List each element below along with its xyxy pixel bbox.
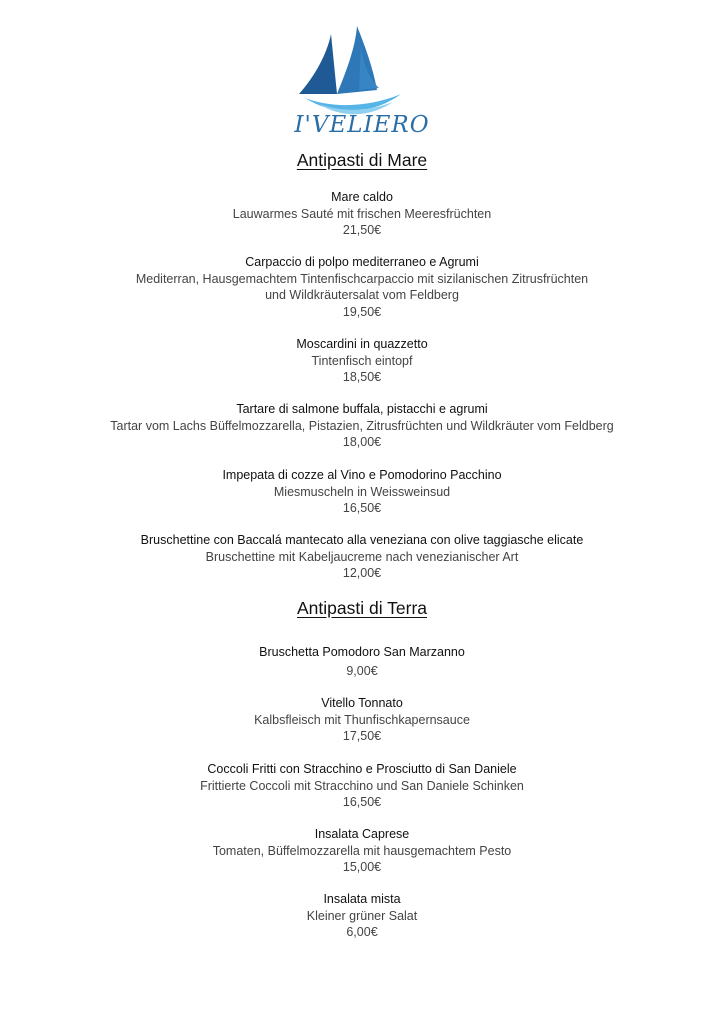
dish-price: 21,50€ [342,223,382,237]
dish-price: 16,50€ [342,501,382,515]
dish-price: 18,00€ [342,435,382,449]
sailboat-icon [297,24,427,116]
dish-description: Bruschettine mit Kabeljaucreme nach venezianischer Art [205,549,519,564]
menu-item [0,891,724,941]
dish-price: 6,00€ [346,925,378,939]
menu-item [0,336,724,386]
dish-price: 12,00€ [342,566,382,580]
menu-item [0,467,724,517]
dish-description: Lauwarmes Sauté mit frischen Meeresfrüchten [232,206,492,221]
dish-description: Tomaten, Büffelmozzarella mit hausgemachtem Pesto [212,843,512,858]
dish-description: Tartar vom Lachs Büffelmozzarella, Pistazien, Zitrusfrüchten und Wildkräuter vom Feldberg [110,418,614,433]
menu-item [0,401,724,451]
dish-price: 9,00€ [346,663,378,678]
dish-name: Impepata di cozze al Vino e Pomodorino Pacchino [222,468,502,482]
dish-name: Vitello Tonnato [321,696,403,710]
dish-name: Insalata Caprese [314,827,410,841]
dish-name: Moscardini in quazzetto [296,337,428,351]
dish-price: 16,50€ [342,795,382,809]
dish-description: Frittierte Coccoli mit Stracchino und San Daniele Schinken [200,778,524,793]
dish-price: 17,50€ [342,729,382,743]
section-title-terra: Antipasti di Terra [296,598,428,618]
dish-description: Tintenfisch eintopf [311,353,413,368]
dish-name: Bruschetta Pomodoro San Marzanno [259,645,465,659]
dish-price: 15,00€ [342,860,382,874]
dish-name: Tartare di salmone buffala, pistacchi e agrumi [236,402,488,416]
menu-item [0,254,724,320]
dish-name: Insalata mista [323,892,401,906]
dish-name: Mare caldo [331,190,393,204]
menu-item [0,532,724,582]
dish-name: Coccoli Fritti con Stracchino e Prosciutto di San Daniele [207,762,517,776]
dish-description: Kalbsfleisch mit Thunfischkapernsauce [254,712,470,727]
dish-price: 18,50€ [342,370,382,384]
dish-price: 19,50€ [342,304,382,319]
menu-item [0,189,724,239]
menu-item [0,761,724,811]
dish-description: Miesmuscheln in Weissweinsud [273,484,451,499]
dish-name: Carpaccio di polpo mediterraneo e Agrumi [245,255,479,269]
menu-item [0,826,724,876]
menu-item [0,695,724,745]
dish-name: Bruschettine con Baccalá mantecato alla veneziana con olive taggiasche elicate [140,533,584,547]
restaurant-name: I'VELIERO [294,112,430,138]
section-title-mare: Antipasti di Mare [296,150,428,170]
menu-item [0,644,724,679]
dish-description: Kleiner grüner Salat [306,908,418,923]
dish-description: Mediterran, Hausgemachtem Tintenfischcarpaccio mit sizilanischen Zitrusfrüchten und Wildkräutersalat vom Feldberg [135,271,589,302]
